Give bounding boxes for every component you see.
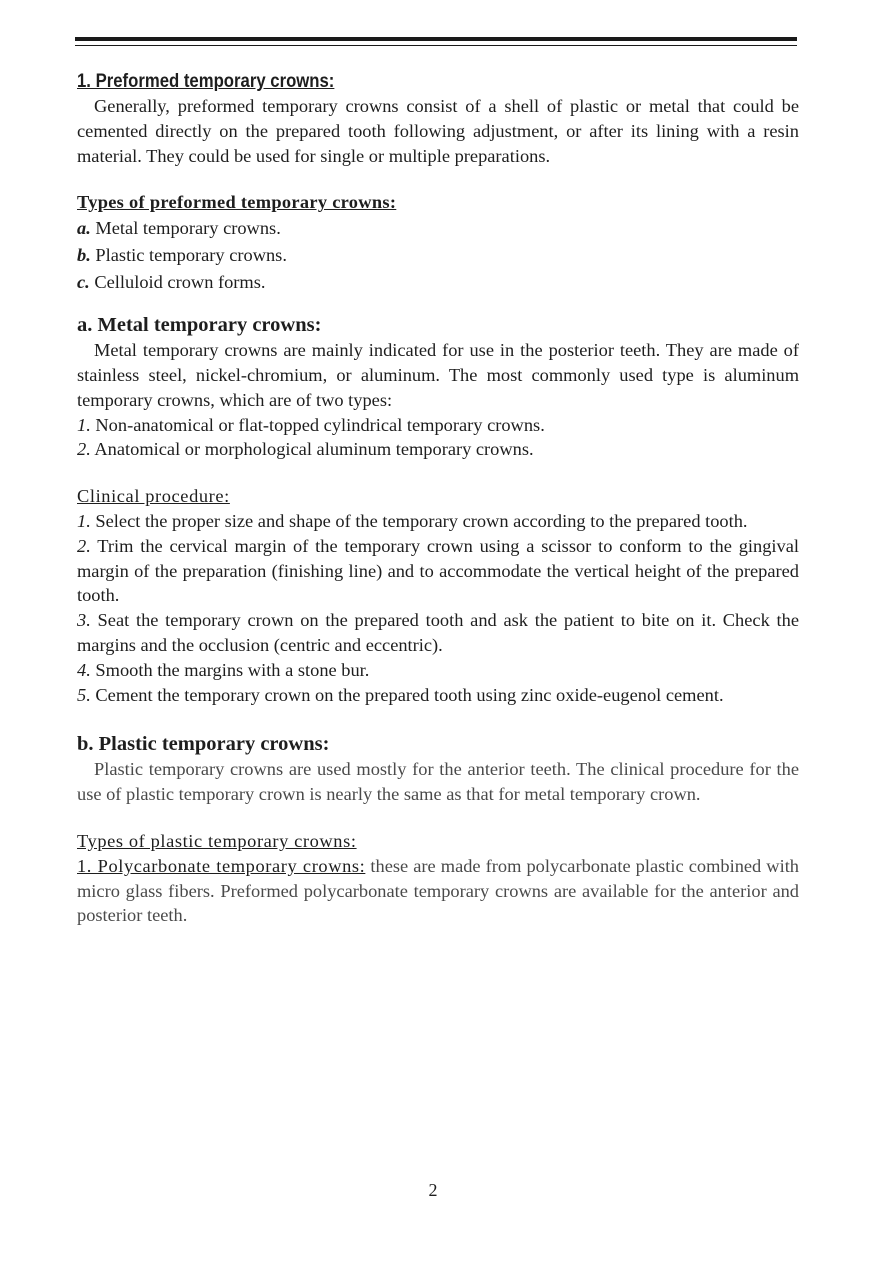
plastic-types-heading: Types of plastic temporary crowns: — [77, 830, 357, 851]
plastic-crowns-heading: b. Plastic temporary crowns: — [77, 733, 330, 756]
list-item: 4. Smooth the margins with a stone bur. — [77, 659, 370, 680]
list-item: 1. Non-anatomical or flat-topped cylindrical temporary crowns. — [77, 414, 545, 435]
metal-crowns-heading: a. Metal temporary crowns: — [77, 314, 322, 337]
page-number: 2 — [428, 1180, 438, 1200]
polycarbonate-label: 1. Polycarbonate temporary crowns: — [77, 855, 366, 876]
metal-intro-paragraph: Metal temporary crowns are mainly indicated for use in the posterior teeth. They are made of stainless steel, nickel-chromium, or aluminum. The most commonly used type is aluminum temporary crowns, which are of two types: — [77, 340, 799, 410]
list-item: 2. Trim the cervical margin of the temporary crown using a scissor to conform to the gingival margin of the preparation (finishing line) and to accommodate the vertical height of the prepared tooth. — [77, 535, 799, 606]
types-heading: Types of preformed temporary crowns: — [77, 192, 397, 213]
clinical-procedure-heading: Clinical procedure: — [77, 486, 230, 507]
list-item: 2. Anatomical or morphological aluminum temporary crowns. — [77, 439, 534, 460]
preformed-intro-paragraph: Generally, preformed temporary crowns consist of a shell of plastic or metal that could be cemented directly on the prepared tooth following adjustment, or after its lining with a resin material. They could be used for single or multiple preparations. — [77, 96, 799, 166]
list-item: a. Metal temporary crowns. — [77, 218, 281, 239]
list-item: c. Celluloid crown forms. — [77, 272, 266, 293]
types-list — [77, 215, 799, 296]
polycarbonate-text: these are made from polycarbonate plastic combined with micro glass fibers. Preformed polycarbonate temporary crowns are available for the anterior and posterior teeth. — [77, 855, 799, 926]
page-content — [77, 70, 799, 928]
header-rule-thin — [75, 45, 797, 46]
section-heading-preformed: 1. Preformed temporary crowns: — [77, 71, 335, 92]
list-item: 1. Select the proper size and shape of the temporary crown according to the prepared tooth. — [77, 510, 748, 531]
header-rule-thick — [75, 37, 797, 41]
plastic-intro-paragraph: Plastic temporary crowns are used mostly for the anterior teeth. The clinical procedure for the use of plastic temporary crown is nearly the same as that for metal temporary crown. — [77, 759, 799, 805]
list-item: 5. Cement the temporary crown on the prepared tooth using zinc oxide-eugenol cement. — [77, 684, 724, 705]
list-item: b. Plastic temporary crowns. — [77, 245, 287, 266]
list-item: 3. Seat the temporary crown on the prepared tooth and ask the patient to bite on it. Check the margins and the occlusion (centric and eccentric). — [77, 610, 799, 655]
clinical-steps — [77, 509, 799, 707]
polycarbonate-paragraph — [77, 854, 799, 928]
